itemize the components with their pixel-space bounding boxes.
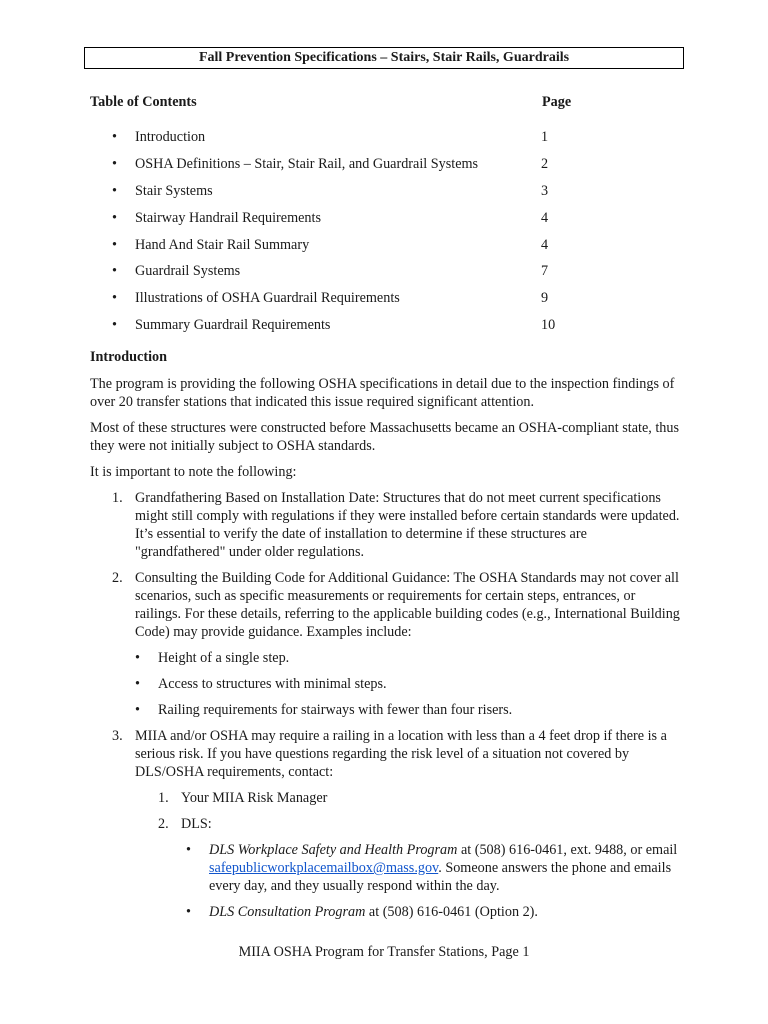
list-number: 3.	[112, 728, 123, 744]
contact-list	[135, 789, 680, 921]
introduction-section	[90, 348, 680, 929]
bullet-text: Access to structures with minimal steps.	[158, 676, 387, 692]
toc-item-label: Illustrations of OSHA Guardrail Requirements	[135, 290, 400, 307]
bullet-icon: •	[186, 904, 191, 920]
paragraph: It is important to note the following:	[90, 464, 297, 480]
toc-item	[90, 316, 690, 343]
bullet-icon: •	[112, 263, 117, 280]
toc-item-page: 2	[541, 155, 549, 172]
dls-contact-item	[181, 841, 680, 895]
toc-item	[90, 236, 690, 263]
toc-heading: Table of Contents	[90, 94, 197, 110]
bullet-icon: •	[112, 317, 117, 334]
toc-item	[90, 209, 690, 236]
toc-item	[90, 128, 690, 155]
program-name: DLS Workplace Safety and Health Program	[209, 842, 458, 858]
toc-item-label: Summary Guardrail Requirements	[135, 317, 331, 334]
bullet-icon: •	[112, 290, 117, 307]
toc-item	[90, 289, 690, 316]
paragraph: Most of these structures were constructed before Massachusetts became an OSHA-compliant state, thus they were not initially subject to OSHA standards.	[90, 420, 680, 454]
list-item-text: MIIA and/or OSHA may require a railing in a location with less than a 4 feet drop if there is a serious risk. If you have questions regarding the risk level of a situation not covered by DLS/OSHA requirements, contact:	[135, 728, 667, 780]
list-item	[90, 727, 680, 921]
bullet-icon: •	[112, 236, 117, 253]
contact-text: DLS:	[181, 816, 212, 832]
list-number: 2.	[112, 570, 123, 586]
bullet-icon: •	[112, 209, 117, 226]
toc-item	[90, 182, 690, 209]
list-number: 2.	[158, 816, 169, 832]
toc-item	[90, 262, 690, 289]
bullet-icon: •	[186, 842, 191, 858]
paragraph: The program is providing the following OSHA specifications in detail due to the inspection findings of over 20 transfer stations that indicated this issue required significant attention.	[90, 376, 675, 410]
bullet-item	[135, 649, 680, 667]
toc-page-heading: Page	[542, 94, 572, 110]
program-name: DLS Consultation Program	[209, 904, 366, 920]
bullet-icon: •	[112, 182, 117, 199]
toc-item-page: 3	[541, 182, 549, 199]
contact-detail: . Someone answers the phone and emails every day, and they usually respond within the day.	[209, 860, 672, 894]
bullet-icon: •	[135, 650, 140, 666]
bullet-icon: •	[135, 702, 140, 718]
dls-contact-list	[181, 841, 680, 921]
toc-item-label: OSHA Definitions – Stair, Stair Rail, and Guardrail Systems	[135, 155, 479, 172]
bullet-text: Railing requirements for stairways with fewer than four risers.	[158, 702, 513, 718]
list-item-text: Grandfathering Based on Installation Date: Structures that do not meet current specifications might still comply with regulations if they were installed before certain standards were updated. It’s essential to verify the date of installation to determine if these structures are "grandfathered" under older regulations.	[135, 490, 680, 560]
bullet-icon: •	[135, 676, 140, 692]
email-link[interactable]: safepublicworkplacemailbox@mass.gov	[209, 860, 439, 876]
bullet-icon: •	[112, 129, 117, 145]
list-item	[90, 569, 680, 719]
bullet-text: Height of a single step.	[158, 650, 290, 666]
page-footer: MIIA OSHA Program for Transfer Stations, Page 1	[238, 944, 530, 960]
document-title: Fall Prevention Specifications – Stairs, Stair Rails, Guardrails	[84, 47, 684, 69]
contact-detail: at (508) 616-0461 (Option 2).	[365, 904, 538, 920]
bullet-list	[135, 649, 680, 719]
list-number: 1.	[112, 490, 123, 506]
toc-header	[90, 93, 690, 111]
toc-item-page: 9	[541, 290, 549, 307]
bullet-icon: •	[112, 155, 117, 172]
list-item-text: Consulting the Building Code for Additional Guidance: The OSHA Standards may not cover all scenarios, such as specific measurements or requirements for certain steps, entrances, or railings. For these details, referring to the applicable building codes (e.g., International Building Code) may provide guidance. Examples include:	[135, 570, 680, 640]
toc-item-label: Stairway Handrail Requirements	[135, 209, 321, 226]
bullet-item	[135, 675, 680, 693]
contact-item	[135, 789, 680, 807]
bullet-item	[135, 701, 680, 719]
toc-item-page: 1	[541, 129, 549, 145]
toc-list	[90, 128, 690, 343]
contact-item	[135, 815, 680, 921]
toc-item-page: 10	[541, 317, 556, 334]
toc-item-label: Introduction	[135, 129, 206, 145]
contact-text: Your MIIA Risk Manager	[181, 790, 328, 806]
numbered-list	[90, 489, 680, 921]
toc-item	[90, 155, 690, 182]
list-item	[90, 489, 680, 561]
toc-item-page: 7	[541, 263, 549, 280]
toc-item-label: Hand And Stair Rail Summary	[135, 236, 310, 253]
section-heading: Introduction	[90, 349, 167, 365]
contact-detail: at (508) 616-0461, ext. 9488, or email	[457, 842, 678, 858]
list-number: 1.	[158, 790, 169, 806]
toc-item-page: 4	[541, 236, 549, 253]
toc-item-label: Stair Systems	[135, 182, 213, 199]
toc-item-page: 4	[541, 209, 549, 226]
toc-item-label: Guardrail Systems	[135, 263, 241, 280]
dls-contact-item	[181, 903, 680, 921]
